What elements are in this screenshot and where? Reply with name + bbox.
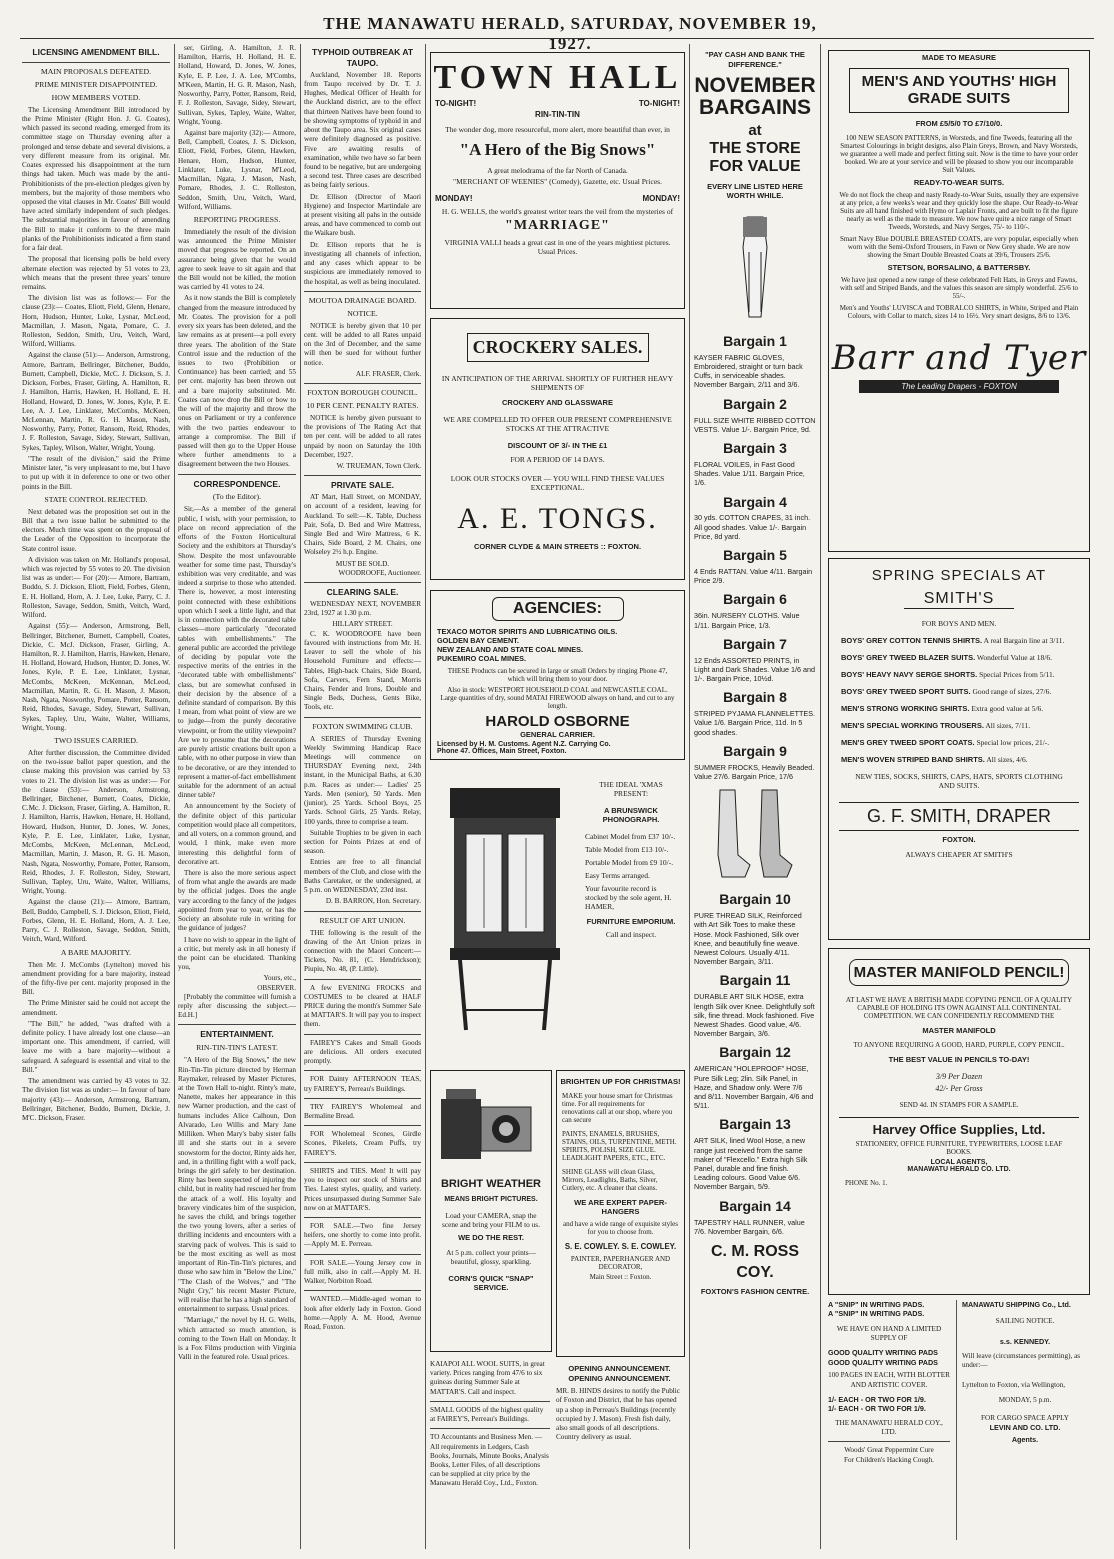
bargain-list bbox=[694, 333, 816, 1236]
specials-list bbox=[841, 636, 1077, 764]
supplier-name: Harvey Office Supplies, Ltd. bbox=[839, 1117, 1079, 1137]
bargain-item: Bargain 5 4 Ends RATTAN. Value 4/11. Bargain Price 2/9. bbox=[694, 547, 813, 586]
ad-text: FOR CARGO SPACE APPLY bbox=[981, 1413, 1069, 1422]
section-heading: CORRESPONDENCE. bbox=[193, 478, 281, 489]
paragraph: After further discussion, the Committee divided on the two-issue ballot paper question, and the clause making this provision was carried by 53 votes to 21. The division list was as under:— For the clause (53):— Anderson, Armstrong, Bellringer, Bitchener, Burnett, Coates, Dickie, C.Mc. J. Dickson, Fraser, Girling, A. Hamilton, R. J. Hamilton, Harris, Hawken, Henare, H. Holland, Howard, Hudson, Hunter, D. Jones, W. Jones, Kyle, P. E. Lee, Linklater, Luke, Lysnar, McCombs, McKeen, McLennan, McLeod, Macmillan, Martin, J. Mason, R. G. H. Mason, Nash, Ngata, Nosworthy, Pomare, Potter, Ransom, Reid, Rhodes, J. F. Rolleston, Sidey, Stewart, Sullivan, Tapley, Uru, Waite, Walter, Williams, Wright, Young. bbox=[22, 748, 170, 896]
ad-text: TO ANYONE REQUIRING A GOOD, HARD, PURPLE, COPY PENCIL. bbox=[853, 1041, 1065, 1050]
column-rule bbox=[300, 44, 301, 1549]
paragraph: The Licensing Amendment Bill introduced by the Prime Minister (Right Hon. J. G. Coates), which passed its second reading, emerged from its committee stage on Thursday evening after a prolonged and tense debate and several divisions, a very different measure from its original. Mr. Coates expressed his disappointment at the turn things had taken. Much was made by the anti-Prohibitionists of the pre-election pledges given by members, but the majority of those members who opposed the vital clauses in Mr. Coates' Bill would have acted similarly independent of such pledges. The substantial majorities in favour of amending the Bill to make it conform to the three main planks of the Prohibitionists indicated a firm stand for a fair deal. bbox=[22, 105, 170, 253]
store-name: C. M. ROSS COY. bbox=[710, 1243, 799, 1281]
notice-heading: MOUTOA DRAINAGE BOARD. bbox=[308, 295, 417, 305]
paragraph: As it now stands the Bill is completely changed from the measure introduced by Mr. Coates. The provision for a poll every six years has been deleted, and the law remains as at present—a poll every three years. The abolition of the State Control issue and the reduction of the issues to two (Prohibition or Continuance) has been carried; and 55 per cent. majority has been thrown out and a bare majority substituted. Mr. Coates can now drop the Bill or bow to the will of the majority and throw the onus on Parliament or try a conference with the two parties endeavour to arrange a compromise. The Bill if passed will then go to the Upper House where further amendments to a disagreement between the two Houses. bbox=[178, 294, 296, 469]
ad-text: STATIONERY, OFFICE FURNITURE, TYPEWRITERS, LOOSE LEAF BOOKS. bbox=[855, 1140, 1063, 1157]
ad-text: DISCOUNT OF 3/- IN THE £1 bbox=[507, 441, 608, 450]
classified-ad: FOR Wholemeal Scones, Girdle Scones, Pikelets, Cream Puffs, try FAIREY'S. bbox=[304, 1130, 421, 1157]
special-item: BOYS' GREY TWEED BLAZER SUITS. Wonderful Value at 18/6. bbox=[841, 653, 1052, 662]
paragraph: The proposal that licensing polls be held every alternate election was rejected by 51 votes to 23, which means that the present three years' tenure remains. bbox=[22, 255, 170, 291]
tonight-label: TO-NIGHT! bbox=[638, 99, 680, 108]
ad-text: GENERAL CARRIER. bbox=[520, 730, 595, 739]
ad-text: Phone 47. Offices, Main Street, Foxton. bbox=[437, 748, 567, 755]
bargain-item: Bargain 7 12 Ends ASSORTED PRINTS, in Light and Dark Shades. Value 1/6 and 1/-. Bargain Price, 10½d. bbox=[694, 635, 815, 684]
town-hall-ad bbox=[430, 52, 685, 309]
ad-text: FOXTON. bbox=[942, 835, 976, 844]
ad-text: CORN'S QUICK "SNAP" SERVICE. bbox=[448, 1274, 534, 1292]
smiths-title: SMITH'S bbox=[904, 590, 1014, 609]
paragraph: There is also the more serious aspect of from what angle the awards are made by the official judges. Does the angle vary according to the fancy of the judges appointed from year to year, or has the Society an absolute rule in writing for the guidance of judges? bbox=[178, 868, 296, 933]
paragraph: I have no wish to appear in the light of a critic, but merely ask in all honesty if the point can be elucidated. Thanking you, bbox=[178, 935, 296, 972]
barr-tyer-logo: Barr and Tyer bbox=[831, 337, 1087, 378]
shipping-notice bbox=[962, 1300, 1088, 1445]
price-line: 1/- EACH - OR TWO FOR 1/9. bbox=[828, 1394, 926, 1404]
paragraph: The Prime Minister said he could not accept the amendment. bbox=[22, 999, 170, 1017]
bargain-item: Bargain 10 PURE THREAD SILK, Reinforced with Art Silk Toes to make these Hose. Mock Fashioned, Silk over Knee, and beautifully fine weave. Newest Colours. Usually 4/11. November Bargain, 3/11. bbox=[694, 891, 802, 967]
agency-line: GOLDEN BAY CEMENT. bbox=[437, 636, 519, 645]
classified-ad: A few EVENING FROCKS and COSTUMES to be cleared at HALF PRICE during the month's Summer Sale at MATTAR'S. It will pay you to inspect them. bbox=[304, 983, 421, 1029]
price-line: Table Model from £13 10/-. bbox=[585, 845, 669, 854]
ad-text: SEND 4d. IN STAMPS FOR A SAMPLE. bbox=[899, 1101, 1019, 1110]
ad-text: Your favourite record is stocked by the sole agent, H. HAMER, bbox=[585, 884, 672, 911]
ad-text: MAKE your house smart for Christmas time. For all requirements for renovations call at our shop, where you can secure bbox=[562, 1092, 673, 1124]
bargains-title: NOVEMBER BARGAINS bbox=[694, 74, 816, 120]
agency-line: NEW ZEALAND AND STATE COAL MINES. bbox=[437, 645, 584, 654]
ad-text: THE MANAWATU HERALD COY., LTD. bbox=[835, 1418, 943, 1436]
notice-heading: PRIVATE SALE. bbox=[331, 480, 394, 491]
masthead-rule bbox=[20, 38, 1094, 39]
paragraph: Sir,—As a member of the general public, I wish, with your permission, to place on record appreciation of the efforts of the Foxton Horticultural Society and the exhibitors at Thursday's Show. Despite the most unfavourable weather for some time past, Thursday's exhibition was very creditable, and was indeed a surprise to those who attended. There is, however, a most interesting point connected with these exhibitions upon which I seek a little light, and that is in connection with the decorated table classes—more particularly "decorated tables with embellishments." The general public are accorded the privilege of deciding by popular vote the respective merits of the entries in the "decorated table with embellishments" class, but are somewhat confused in their decision by the absence of a definite standard of comparison. By this I mean, from what point of view are we to judge—from the purely decorative viewpoint, or from the utility viewpoint? Are we to presume that the decorations are purely artistic creations built upon a table, with no other purpose in view than to be decorative, or are they intended to represent a matter-of-fact embellishment suitable for the adornment of an actual dinner table? bbox=[178, 505, 296, 800]
ad-text: CROCKERY AND GLASSWARE bbox=[502, 398, 613, 407]
ad-text: The wonder dog, more resourceful, more alert, more beautiful than ever, in bbox=[445, 125, 670, 134]
special-item: BOYS' GREY TWEED SPORT SUITS. Good range of sizes, 27/6. bbox=[841, 687, 1052, 696]
ad-text: At 5 p.m. collect your prints—beautiful, glossy, sparkling. bbox=[446, 1248, 536, 1266]
phonograph-illustration bbox=[432, 780, 582, 1040]
ad-text: GOOD QUALITY WRITING PADS bbox=[828, 1348, 938, 1358]
paragraph: Dr. Ellison reports that he is investigating all channels of infection, and any cases which appear to be suspicious are immediately removed to the hospital, as well as being inoculated. bbox=[304, 240, 421, 286]
ad-text: A BRUNSWICK PHONOGRAPH. bbox=[602, 806, 660, 824]
ad-text: A great melodrama of the far North of Canada. bbox=[487, 166, 628, 175]
ad-text: PAINTS, ENAMELS, BRUSHES, STAINS, OILS, TURPENTINE, METH. SPIRITS, POLISH, SIZE GLUE. LEADLIGHT PAPERS, ETC., ETC. bbox=[562, 1130, 677, 1162]
paragraph: Immediately the result of the division was announced the Prime Minister moved that progress be reported. On an assurance being given that he would agree to seek leave to sit again and that the Bill would not be killed, the motion was carried by 41 votes to 24. bbox=[178, 227, 296, 292]
notice-line: HILLARY STREET. bbox=[332, 620, 393, 629]
ad-text: LOCAL AGENTS, bbox=[930, 1159, 988, 1167]
notice-heading: FOXTON BOROUGH COUNCIL. bbox=[307, 388, 418, 398]
bargain-item: Bargain 13 ART SILK, lined Wool Hose, a new range just received from the same maker of "Flexcello." Extra high Silk Panel, durable and fine finish. Leading colours. Good Value 6/6. November Bargain, 5/9. bbox=[694, 1116, 808, 1192]
classified-ad: KAIAPOI ALL WOOL SUITS, in great variety. Prices ranging from 47/6 to six guineas during Summer Sale at MATTAR'S. Call and inspect. bbox=[430, 1360, 545, 1396]
classified-ad: TO Accountants and Business Men. —All requirements in Ledgers, Cash Books, Journals, Minute Books, Analysis Books, Letter Files, of all descriptions can be supplied at city price by the Manawatu Herald Coy., Ltd., Foxton. bbox=[430, 1433, 549, 1488]
ad-heading: OPENING ANNOUNCEMENT. bbox=[568, 1373, 671, 1383]
price-line: 1/- EACH - OR TWO FOR 1/9. bbox=[828, 1404, 926, 1414]
barr-tyer-tagline: The Leading Drapers - FOXTON bbox=[859, 380, 1059, 393]
price-line: 3/9 Per Dozen bbox=[935, 1072, 983, 1082]
ad-text: FOR A PERIOD OF 14 DAYS. bbox=[510, 455, 605, 464]
subheading: HOW MEMBERS VOTED. bbox=[51, 92, 141, 102]
ad-heading: A "SNIP" IN WRITING PADS. bbox=[828, 1300, 925, 1309]
paragraph: Against bare majority (32):— Atmore, Bell, Campbell, Coates, J. S. Dickson, Eliott, Field, Forbes, Glenn, Hawken, Henare, Horn, Hudson, Hunter, Linklater, Luke, Lysnar, M'Leod, Macmillan, Ngata, J. Mason, Nash, Pomare, Rhodes, J. C. Rolleston, Seddon, Smith, Uru, Veitch, Ward, Wilford, Williams. bbox=[178, 128, 296, 211]
pencil-title: MASTER MANIFOLD PENCIL! bbox=[849, 959, 1069, 986]
column-rule bbox=[956, 1300, 958, 1540]
slogan: "PAY CASH AND BANK THE DIFFERENCE." bbox=[705, 50, 805, 69]
store-name: THE STORE FOR VALUE bbox=[709, 140, 801, 176]
ad-text: SAILING NOTICE. bbox=[995, 1317, 1055, 1326]
town-hall-title: TOWN HALL bbox=[433, 59, 682, 96]
notice-heading: CLEARING SALE. bbox=[326, 587, 399, 598]
bargain-item: Bargain 3 FLORAL VOILES, in Fast Good Shades. Value 1/11. Bargain Price, 1/6. bbox=[694, 439, 805, 488]
masthead: THE MANAWATU HERALD, SATURDAY, NOVEMBER 19, 1927. bbox=[323, 14, 817, 53]
paragraph: WEDNESDAY NEXT, NOVEMBER 23rd, 1927 at 1.30 p.m. bbox=[304, 600, 421, 618]
bargain-item: Bargain 6 36in. NURSERY CLOTHS. Value 1/11. Bargain Price, 1/3. bbox=[694, 591, 800, 630]
ad-text: AT LAST WE HAVE A BRITISH MADE COPYING PENCIL OF A QUALITY CAPABLE OF HOLDING ITS OWN AGAINST ALL CONTINENTAL COMPETITION. WE CAN CONFIDENTLY RECOMMEND THE bbox=[845, 996, 1073, 1021]
ad-text: FOR BOYS AND MEN. bbox=[921, 619, 997, 628]
subheading: STATE CONTROL REJECTED. bbox=[44, 494, 148, 504]
monday-label: MONDAY! bbox=[435, 194, 473, 203]
ad-text: We do not flock the cheap and nasty Ready-to-Wear Suits, usually they are expensive at any price, a few weeks's wear and they quickly lose the shape. Our Ready-to-Wear Suits are all hand finished with Hymo or Laplair Fronts, and are built to fit the figure nearly as well as the made to measure. We now have quite a nice range of Smart Tweeds, Worsteds, and Navy Serges, 75/- to 110/-. bbox=[839, 190, 1079, 231]
ad-text: GOOD QUALITY WRITING PADS bbox=[828, 1357, 938, 1367]
paragraph: An announcement by the Society of the definite object of this particular competition would place all competitors, and all voters, on a common ground, and would, I think, make even more interesting this delightful form of decorative art. bbox=[178, 802, 296, 866]
suits-title: MEN'S AND YOUTHS' HIGH GRADE SUITS bbox=[849, 68, 1069, 113]
paragraph: AT Mart, Hall Street, on MONDAY, on account of a resident, leaving for Auckland. To sell:—K. Table, Duchess Pair, Sofa, D. Bed and Wire Mattress, Single Bed and Wire Mattress, 6 K. Chairs, Side Board, 2 M. Chairs, one Wolseley 2½ h.p. Engine. bbox=[304, 493, 421, 557]
agency-line: TEXACO MOTOR SPIRITS AND LUBRICATING OILS. bbox=[437, 627, 618, 636]
ad-text: MR. B. HINDS desires to notify the Public of Foxton and District, that he has opened up a shop in Perreau's Buildings (recently occupied by J. Mason). Fresh fish daily, also small goods of all descriptions. Country delivery as usual. bbox=[556, 1387, 680, 1442]
ad-text: THE IDEAL 'XMAS PRESENT: bbox=[599, 780, 663, 798]
paragraph: "Marriage," the novel by H. G. Wells, which attracted so much attention, is coming to the Town Hall on Monday. It is a Fox Films production with Virginia Valli in the featured role. Usual prices. bbox=[178, 1316, 296, 1362]
paragraph: Entries are free to all financial members of the Club, and close with the Baths Caretaker, or the undersigned, at 5 p.m. on WEDNESDAY, 23rd inst. bbox=[304, 858, 421, 895]
paragraph: NOTICE is hereby given that 10 per cent. will be added to all Rates unpaid on the 3rd of December, and the same will then be sued for without further notice. bbox=[304, 321, 421, 367]
paragraph: Next debated was the proposition set out in the Bill that a two issue ballot be submitted to the electors. Much time was spent on the proposal of the Leader of the Opposition to incorporate the State control issue. bbox=[22, 507, 170, 553]
bargain-item: Bargain 4 30 yds. COTTON CRAPES, 31 inch. All good shades. Value 1/-. Bargain Price, 8d yard. bbox=[694, 493, 811, 541]
price-line: Portable Model from £9 10/-. bbox=[585, 858, 674, 867]
film-title: "MARRIAGE" bbox=[505, 218, 610, 233]
price-line: 42/- Per Gross bbox=[935, 1084, 983, 1094]
ad-text: THESE Products can be secured in large or small Orders by ringing Phone 47, which will bring them to your door. bbox=[447, 667, 668, 683]
ad-text: LOOK OUR STOCKS OVER — YOU WILL FIND THESE VALUES EXCEPTIONAL. bbox=[450, 474, 665, 492]
crockery-title: CROCKERY SALES. bbox=[467, 333, 649, 362]
brighten-up-ad bbox=[556, 1070, 685, 1357]
paragraph: Against the clause (51):— Anderson, Armstrong, Atmore, Bartram, Bellringer, Bitchener, Buddo, Burnett, Campbell, Dickie, McC. J. Dickson, S. J. Dickson, Forbes, Fraser, Girling, A. Hamilton, R. J. Hamilton, Harris, Hawken, H. Holland, E. H. Holland, Howard, D. Jones, W. Jones, Kyle, P. E. Lee, A. J. Lee, Linklater, McCombs, McKeen, McLennan, Martin, R. G. H. Mason, Nash, Nosworthy, Parry, Potter, Ransom, Reid, Rhodes, J. F. Rolleston, Savage, Sidey, Stewart, Sullivan, Sykes, Tapley, Wilson, Walter, Wright, Young. bbox=[22, 351, 170, 452]
paragraph: C. K. WOODROOFE have been favoured with instructions from Mr. H. Leaver to sell the whole of his Household Furniture and effects:—Tables, High-back Chairs, Side Board, Sofa, Carvers, Fern Stand, Morris Chairs, Fender and Irons, Double and Single Beds, Duchess, Gents Bike, Tools, etc. bbox=[304, 629, 421, 712]
classified-ad: SHIRTS and TIES. Men! It will pay you to inspect our stock of Shirts and Ties. Latest styles, quality, and variety. Prices unsurpassed during Summer Sale now on at MATTAR'S. bbox=[304, 1166, 421, 1212]
suits-ad bbox=[828, 50, 1090, 552]
film-title: "A Hero of the Big Snows" bbox=[459, 140, 656, 159]
bargain-item: Bargain 12 AMERICAN "HOLEPROOF" HOSE, Pure Silk Leg; 2lin. Silk Panel, in Haze, and Shadow only. Were 7/6 and 8/11. November Bargain, 4/6 and 5/11. bbox=[694, 1044, 814, 1111]
signature: WOODROOFE, Auctioneer. bbox=[338, 568, 421, 577]
ad-heading: A "SNIP" IN WRITING PADS. bbox=[828, 1309, 925, 1319]
paragraph: "The Bill," he added, "was drafted with a definite policy. I have already lost one clause—an important one. This amendment, if carried, will leave me with a bare majority—without a safeguard. A safeguard is essential and vital to the Bill." bbox=[22, 1019, 170, 1074]
section-heading: ENTERTAINMENT. bbox=[200, 1029, 274, 1040]
subheading: PRIME MINISTER DISAPPOINTED. bbox=[34, 79, 158, 89]
ad-text: FURNITURE EMPORIUM. bbox=[586, 917, 676, 926]
column-bargains bbox=[694, 50, 816, 1550]
crockery-sales-ad bbox=[430, 318, 685, 580]
ad-text: EVERY LINE LISTED HERE WORTH WHILE. bbox=[707, 181, 803, 201]
classified-ad: FOR Dainty AFTERNOON TEAS, try FAIREY'S, Perreau's Buildings. bbox=[304, 1075, 421, 1093]
ad-text: MEANS BRIGHT PICTURES. bbox=[444, 1196, 538, 1203]
ad-heading: BRIGHT WEATHER bbox=[440, 1178, 541, 1190]
ad-text: Agents. bbox=[1011, 1435, 1039, 1445]
glove-illustration bbox=[725, 207, 785, 327]
column-notices bbox=[304, 44, 421, 1544]
ad-subheading: READY-TO-WEAR SUITS. bbox=[913, 177, 1005, 187]
ad-text: MASTER MANIFOLD bbox=[922, 1026, 996, 1036]
editor-note: [Probably the committee will furnish a reply after discussing the subject.—Ed.H.] bbox=[178, 992, 296, 1020]
opening-announcement bbox=[556, 1364, 683, 1443]
ad-subheading: STETSON, BORSALINO, & BATTERSBY. bbox=[887, 262, 1031, 272]
spring-title: SPRING SPECIALS AT bbox=[871, 567, 1047, 584]
writing-pads-ad bbox=[828, 1300, 950, 1465]
ad-text: VIRGINIA VALLI heads a great cast in one of the years mightiest pictures. Usual Prices. bbox=[444, 238, 671, 256]
notice-sub: 10 PER CENT. PENALTY RATES. bbox=[306, 401, 419, 410]
shop-name: A. E. TONGS. bbox=[457, 502, 658, 535]
ad-text: S. E. COWLEY. S. E. COWLEY. bbox=[564, 1242, 677, 1251]
shop-address: CORNER CLYDE & MAIN STREETS :: FOXTON. bbox=[473, 542, 642, 551]
ad-text: LEVIN AND CO. LTD. bbox=[989, 1422, 1061, 1432]
paragraph: THE following is the result of the drawing of the Art Union prizes in connection with the Maori Concert:—Tickets, No. 81, (C. Hendrickson); Piupiu, No. 48, (P. Little). bbox=[304, 928, 421, 974]
ad-text: WE ARE EXPERT PAPER-HANGERS bbox=[574, 1198, 667, 1216]
classified-ad: FOR SALE.—Two fine Jersey heifers, one shortly to come into profit.—Apply M. E. Perreau. bbox=[304, 1221, 421, 1249]
ad-text: PHONE No. 1. bbox=[845, 1179, 888, 1188]
paragraph: Then Mr. J. McCombs (Lyttelton) moved his amendment providing for a bare majority, instead of the fifty-five per cent. majority proposed in the Bill. bbox=[22, 960, 170, 997]
ship-name: s.s. KENNEDY. bbox=[999, 1336, 1051, 1346]
paragraph: A SERIES of Thursday Evening Weekly Swimming Handicap Race Meetings will commence on THURSDAY Evening next, 24th instant, in the Municipal Baths, at 6.30 p.m. Races as under:— Ladies' 25 Yards. Men (senior), 50 Yards. Men (junior), 25 Yards. School Boys, 25 Yards. School Girls, 25 Yards. Relay, 100 yards, three to comprise a team. bbox=[304, 734, 421, 826]
ad-text: Will leave (circumstances permitting), as under:— bbox=[962, 1352, 1081, 1370]
column-rule bbox=[689, 44, 690, 1549]
ad-heading: OPENING ANNOUNCEMENT. bbox=[568, 1364, 671, 1373]
ad-text: ALWAYS CHEAPER AT SMITH'S bbox=[905, 850, 1013, 859]
notice-line: MUST BE SOLD. bbox=[335, 559, 390, 568]
paragraph: ser, Girling, A. Hamilton, J. R. Hamilton, Harris, H. Holland, H. E. Holland, Howard, D. Jones, W. Jones, Kyle, E. P. Lee, J. A. Lee, M'Combs, M'Keen, Martin, H. G. R. Mason, Nash, Nosworthy, Parry, Potter, Ransom, Reid, F. J. Rolleston, Savage, Sidey, Stewart, Sullivan, Sykes, Tapley, Waite, Walter, Wright, Young. bbox=[178, 44, 296, 126]
star-name: RIN-TIN-TIN bbox=[535, 110, 580, 119]
ad-text: MONDAY, 5 p.m. bbox=[998, 1396, 1052, 1405]
special-item: MEN'S WOVEN STRIPED BAND SHIRTS. All sizes, 4/6. bbox=[841, 755, 1028, 764]
paragraph: Suitable Trophies to be given in each section for Points Prizes at end of season. bbox=[304, 828, 421, 856]
tonight-label: TO-NIGHT! bbox=[435, 99, 477, 108]
ad-text: Licensed by H. M. Customs. Agent N.Z. Carrying Co. bbox=[437, 741, 611, 748]
ad-text: Men's and Youths' LUVISCA and TOBRALCO SHIRTS, in White, Striped and Plain Colours, with Collar to match, sizes 14 to 16½. Very smart designs, 8/6 to 13/6. bbox=[839, 303, 1079, 320]
ad-text: 100 NEW SEASON PATTERNS, in Worsteds, and fine Tweeds, featuring all the Smartest Colourings in bright designs, also Plain Greys, Brown, and Navy Worsteds, we guarantee a well made and perfect fitting suit. Now is the time to have your order booked. We are at your service and will be pleased to show you our incomparable Suit Values. bbox=[840, 133, 1078, 174]
monday-label: MONDAY! bbox=[642, 194, 680, 203]
paragraph: Dr. Ellison (Director of Maori Hygiene) and Inspector Martindale are at present visiting all pahs in the outside areas, and have commenced to comb out the Waikare bush. bbox=[304, 192, 421, 238]
ad-text: IN ANTICIPATION OF THE ARRIVAL SHORTLY OF FURTHER HEAVY SHIPMENTS OF bbox=[441, 374, 674, 392]
ad-text: Also in stock: WESTPORT HOUSEHOLD COAL and NEWCASTLE COAL. Large quantities of dry, sound MATAI FIREWOOD always on hand, and cut to any length. bbox=[440, 686, 675, 710]
column-rule bbox=[425, 44, 426, 1549]
signature: OBSERVER. bbox=[257, 983, 296, 992]
ad-text: 100 PAGES IN EACH, WITH BLOTTER AND ARTISTIC COVER. bbox=[828, 1371, 950, 1389]
ad-text: For Children's Hacking Cough. bbox=[844, 1455, 934, 1464]
subheading: REPORTING PROGRESS. bbox=[193, 214, 281, 224]
special-item: MEN'S SPECIAL WORKING TROUSERS. All sizes, 7/11. bbox=[841, 721, 1031, 730]
bargain-item: Bargain 8 STRIPED PYJAMA FLANNELETTES. Value 1/6. Bargain Price, 11d. In 5 good shades. bbox=[694, 689, 816, 737]
phonograph-ad bbox=[430, 768, 683, 1058]
classified-ad: TRY FAIREY'S Wholemeal and Bermaline Bread. bbox=[304, 1102, 421, 1120]
ad-heading: BRIGHTEN UP FOR CHRISTMAS! bbox=[560, 1077, 681, 1086]
ad-text: H. G. WELLS, the world's greatest writer tears the veil from the mysteries of bbox=[441, 207, 674, 216]
bright-weather-ad bbox=[430, 1070, 552, 1352]
ad-heading: MANAWATU SHIPPING Co., Ltd. bbox=[962, 1300, 1071, 1309]
special-item: MEN'S STRONG WORKING SHIRTS. Extra good value at 5/6. bbox=[841, 704, 1044, 713]
ad-text: WE ARE COMPELLED TO OFFER OUR PRESENT COMPREHENSIVE STOCKS AT THE ATTRACTIVE bbox=[443, 415, 672, 433]
notice-heading: FOXTON SWIMMING CLUB. bbox=[312, 721, 413, 731]
price-range: FROM £5/5/0 TO £7/10/0. bbox=[915, 118, 1003, 128]
small-ads bbox=[430, 1360, 550, 1489]
classified-ad: SMALL GOODS of the highest quality at FAIREY'S, Perreau's Buildings. bbox=[430, 1405, 544, 1424]
notice-sub: NOTICE. bbox=[347, 308, 378, 318]
special-item: MEN'S GREY TWEED SPORT COATS. Special low prices, 21/-. bbox=[841, 738, 1050, 747]
paragraph: "The result of the division," said the Prime Minister later, "is very unpleasant to me, but I have to put up with it in deference to one or two other points in the Bill. bbox=[22, 454, 170, 491]
camera-illustration bbox=[436, 1079, 546, 1174]
paragraph: The amendment was carried by 43 votes to 32. The division list was as under:— In favour of bare majority (43):— Anderson, Armstrong, Bartram, Bellringer, Bitchener, Buddo, Burnett, Dickie, J. M'C. Dickson, Fraser. bbox=[22, 1077, 170, 1122]
draper-name: G. F. SMITH, DRAPER bbox=[839, 802, 1079, 831]
price-line: Cabinet Model from £37 10/-. bbox=[585, 832, 676, 841]
column-rule bbox=[174, 44, 175, 1549]
special-item: BOYS' GREY COTTON TENNIS SHIRTS. A real Bargain line at 3/11. bbox=[841, 636, 1065, 645]
ad-text: We have just opened a new range of these celebrated Felt Hats, in Greys and Fawns, with self and Striped Bands, and the values this season are simply wonderful. 25/6 to 55/-. bbox=[840, 275, 1078, 300]
article-title: LICENSING AMENDMENT BILL. bbox=[32, 47, 160, 57]
agency-line: PUKEMIRO COAL MINES. bbox=[437, 654, 527, 663]
bargains-at: at bbox=[748, 122, 762, 140]
paragraph: A division was taken on Mr. Holland's proposal, which was rejected by 55 votes to 20. The division list was as under:— For (20):— Atmore, Bartram, Buddo, S. J. Dickson, Eliott, Field, Forbes, Glenn, E. H. Holland, Horn, A. J. Lee, Luke, Parry, C. J. Rolleston, Savage, Seddon, Smith, Veitch, Ward, Wilford. bbox=[22, 555, 170, 620]
notice-heading: RESULT OF ART UNION. bbox=[319, 915, 406, 925]
signature: ALF. FRASER, Clerk. bbox=[355, 369, 421, 378]
ad-text: and have a wide range of exquisite styles for you to choose from. bbox=[563, 1220, 678, 1236]
classified-ad: WANTED.—Middle-aged woman to look after elderly lady in Foxton. Good home.—Apply A. M. Hood, Avenue Road, Foxton. bbox=[304, 1295, 421, 1331]
ad-text: Main Street :: Foxton. bbox=[589, 1273, 652, 1281]
smiths-ad bbox=[828, 558, 1090, 940]
ad-text: MADE TO MEASURE bbox=[921, 53, 997, 62]
agencies-ad bbox=[430, 590, 685, 760]
subheading: RIN-TIN-TIN'S LATEST. bbox=[196, 1043, 278, 1053]
ad-text: WE DO THE REST. bbox=[458, 1233, 524, 1242]
paragraph: "A Hero of the Big Snows," the new Rin-Tin-Tin picture directed by Herman Raymaker, released by Master Pictures, at the Town Hall to-night. Rinty's mate, Nanette, makes her appearance in this new Warner production, and the cast of humans includes Alice Calhoun, Don Alvarado, Leo Willis and Mary Jane Milliken. When Mary's baby sister falls ill and she starts out in a severe snowstorm for the doctor, Rinty aids her, and, in a thrilling fight with a wolf pack, brings the girl safely to her destination. Rinty has been suspected of injuring the child, but in reality had rescued her from the attack of a wolf. His loyalty and bravery vindicates him of the suspicion, he saves the child, and brings together the two young lovers, after a series of thrilling incidents and encounters with a starving pack of wolves. This is said to be the most exciting as well as most important of Rin-Tin-Tin's pictures, and those who saw him in "Below the Line," "The Clash of the Wolves," and "The Night Cry," his recent Master Picture, will realise that he has a high standard of entertainment to surpass. Usual prices. bbox=[178, 1056, 296, 1314]
ad-text: "MERCHANT OF WEENIES" (Comedy), Gazette, etc. Usual Prices. bbox=[453, 177, 662, 186]
ad-text: Lyttelton to Foxton, via Wellington, bbox=[962, 1380, 1066, 1389]
subheading: MAIN PROPOSALS DEFEATED. bbox=[40, 66, 152, 76]
bargain-item: Bargain 11 DURABLE ART SILK HOSE, extra length Silk over Knee. Delightfully soft silk, fine thread. Mock fashioned. Five Newest Shades. Good value, 4/6. November Bargain, 3/6. bbox=[694, 972, 815, 1039]
paragraph: Auckland, November 18. Reports from Taupo received by Dr. T. J. Hughes, Medical Officer of Health for the Auckland district, are to the effect that thirteen Natives have been found to be showing symptoms of typhoid in and about the Taupo area. Six original cases were definitely diagnosed as positive. Five are awaiting results of examination, while two have so far been found to be negative, but are undergoing a second test. Three cases are described as being fairly serious. bbox=[304, 70, 421, 190]
column-correspondence bbox=[178, 44, 296, 1544]
bargain-item: Bargain 9 SUMMER FROCKS, Heavily Beaded. Value 27/6. Bargain Price, 17/6 bbox=[694, 742, 815, 782]
paragraph: The division list was as follows:— For the clause (23):— Coates, Eliott, Field, Glenn, Henare, Horn, Hudson, Hunter, Luke, Lysnar, McLeod, Macmillan, J. Mason, Ngata, Pomare, C. J. Rolleston, Seddon, Smith, Uru, Veitch, Ward, Wilford, Williams. bbox=[22, 294, 170, 349]
paragraph: Against (55):— Anderson, Armstrong, Bell, Bellringer, Bitchener, Burnett, Campbell, Coates, Dickie, C. McJ. Dickson, Fraser, Girling, A. Hamilton, R. J. Hamilton, Harris, Hawken, Henare, H. Holland, Howard, Hudson, Hunter, D. Jones, W. Jones, Kyle, P. E. Lee, Linklater, Lysnar, McCombs, McKeen, McKennan, McLeod, Macmillan, Martin, R. G. H. Mason, J. Mason, Nash, Ngata, Nosworthy, Pomare, Potter, Ransom, Reid, Rhodes, Savage, Sidey, Stewart, Sullivan, Sykes, Tapley, Uru, Waite, Walter, Williams, Wright, Young. bbox=[22, 622, 170, 732]
store-tagline: FOXTON'S FASHION CENTRE. bbox=[700, 1286, 810, 1296]
ad-text: Smart Navy Blue DOUBLE BREASTED COATS, are very popular, especially when worn with the Semi-Oxford Trousers, in Fawn or New Grey shade. We are now showing the Smart Double Breasted Coats at 39/6, Trousers 25/6. bbox=[839, 234, 1079, 259]
bargain-item: Bargain 2 FULL SIZE WHITE RIBBED COTTON VESTS. Value 1/-. Bargain Price, 9d. bbox=[694, 395, 816, 434]
column-rule bbox=[820, 44, 821, 1549]
ad-text: Load your CAMERA, snap the scene and bring your FILM to us. bbox=[442, 1211, 540, 1229]
special-item: BOYS' HEAVY NAVY SERGE SHORTS. Special Prices from 5/11. bbox=[841, 670, 1055, 679]
ad-text: PAINTER, PAPERHANGER AND DECORATOR, bbox=[570, 1255, 671, 1271]
subheading: TWO ISSUES CARRIED. bbox=[54, 735, 138, 745]
subheading: (To the Editor). bbox=[212, 492, 262, 502]
ad-text: THE BEST VALUE IN PENCILS TO-DAY! bbox=[888, 1055, 1030, 1065]
bargain-item: Bargain 1 KAYSER FABRIC GLOVES, Embroidered, straight or turn back Cuffs, in serviceable shades. November Bargain, 2/11 and 3/6. bbox=[694, 332, 803, 390]
ad-text: MANAWATU HERALD CO. LTD. bbox=[907, 1166, 1011, 1174]
subheading: A BARE MAJORITY. bbox=[60, 947, 132, 957]
paragraph: Against the clause (21):— Atmore, Bartram, Bell, Buddo, Campbell, S. J. Dickson, Eliott, Field, Forbes, Glenn, H. E. Holland, Horn, A. J. Lee, Parry, C. J. Rolleston, Savage, Seddon, Smith, Veitch, Ward, Wilford. bbox=[22, 898, 170, 944]
phonograph-text bbox=[585, 780, 677, 939]
ad-text: Easy Terms arranged. bbox=[585, 871, 650, 880]
article-title: TYPHOID OUTBREAK AT TAUPO. bbox=[311, 47, 414, 68]
carrier-name: HAROLD OSBORNE bbox=[485, 713, 630, 730]
classified-ad: FOR SALE.—Young Jersey cow in full milk, also in calf.—Apply M. H. Walker, Norbiton Road. bbox=[304, 1258, 421, 1286]
agencies-title: AGENCIES: bbox=[492, 597, 624, 621]
ad-text: WE HAVE ON HAND A LIMITED SUPPLY OF bbox=[836, 1324, 942, 1343]
signature: W. TRUEMAN, Town Clerk. bbox=[336, 462, 421, 471]
paragraph: NOTICE is hereby given pursuant to the provisions of The Rating Act that ten per cent. will be added to all rates unpaid by noon on Saturday the 10th December, 1927. bbox=[304, 413, 421, 459]
ad-text: NEW TIES, SOCKS, SHIRTS, CAPS, HATS, SPORTS CLOTHING AND SUITS. bbox=[855, 772, 1063, 790]
column-licensing bbox=[22, 44, 170, 1544]
signature: Yours, etc., bbox=[263, 974, 296, 983]
classified-ad: FAIREY'S Cakes and Small Goods are delicious. All orders executed promptly. bbox=[304, 1038, 421, 1066]
ad-text: Woods' Great Peppermint Cure bbox=[844, 1446, 934, 1455]
bargain-item: Bargain 14 TAPESTRY HALL RUNNER, value 7/6. November Bargain, 6/6. bbox=[694, 1197, 805, 1236]
ad-text: SHINE GLASS will clean Glass, Mirrors, Leadlights, Baths, Silver, Cutlery, etc. A cleaner that cleans. bbox=[562, 1168, 658, 1192]
signature: D. B. BARRON, Hon. Secretary. bbox=[325, 897, 421, 906]
stocking-illustration bbox=[700, 785, 810, 885]
ad-text: Call and inspect. bbox=[605, 930, 657, 939]
manifold-pencil-ad bbox=[828, 948, 1090, 1295]
